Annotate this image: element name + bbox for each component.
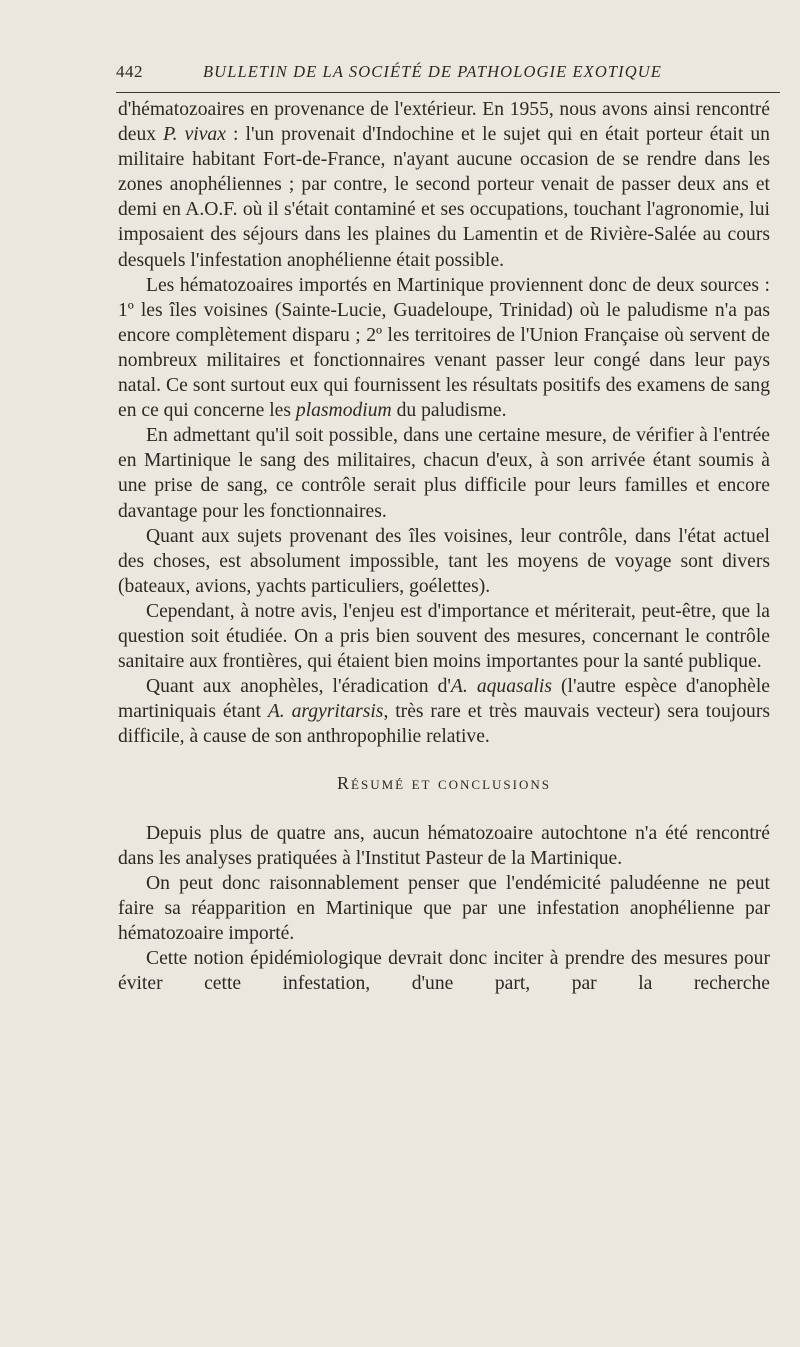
paragraph-8: On peut donc raisonnablement penser que l'endémicité paludéenne ne peut faire sa réapparition en Martinique que par une infestation anophélienne par hématozoaire importé. <box>118 872 770 944</box>
paragraph-3: En admettant qu'il soit possible, dans une certaine mesure, de vérifier à l'entrée en Martinique le sang des militaires, chacun d'eux, à son arrivée étant soumis à une prise de sang, ce contrôle serait plus difficile pour leurs familles et encore davantage pour les fonctionnaires. <box>118 425 770 522</box>
page-number: 442 <box>116 62 143 81</box>
page-header <box>116 62 780 88</box>
body-text <box>118 97 770 996</box>
paragraph-2: Les hématozoaires importés en Martinique proviennent donc de deux sources : 1º les îles voisines (Sainte-Lucie, Guadeloupe, Trinidad) où le paludisme n'a pas encore complètement disparu ; 2º les territoires de l'Union Française où servent de nombreux militaires et fonctionnaires venant passer leur congé dans leur pays natal. Ce sont surtout eux qui fournissent les résultats positifs des examens de sang en ce qui concerne les plasmodium du paludisme. <box>118 274 770 422</box>
paragraph-7: Depuis plus de quatre ans, aucun hématozoaire autochtone n'a été rencontré dans les analyses pratiquées à l'Institut Pasteur de la Martinique. <box>118 822 770 869</box>
species-name: A. aquasalis <box>450 676 552 698</box>
section-title: Résumé et conclusions <box>337 773 551 794</box>
species-name: P. vivax <box>163 124 226 146</box>
running-title: BULLETIN DE LA SOCIÉTÉ DE PATHOLOGIE EXOTIQUE <box>203 62 662 81</box>
species-name: A. argyritarsis <box>267 701 384 723</box>
paragraph-9: Cette notion épidémiologique devrait donc inciter à prendre des mesures pour éviter cette infestation, d'une part, par la recherche <box>118 948 770 995</box>
paragraph-1: d'hématozoaires en provenance de l'extérieur. En 1955, nous avons ainsi rencontré deux P. vivax : l'un provenait d'Indochine et le sujet qui en était porteur était un militaire habitant Fort-de-France, n'ayant aucune occasion de se rendre dans les zones anophéliennes ; par contre, le second porteur venait de passer deux ans et demi en A.O.F. où il s'était contaminé et ses occupations, touchant l'agronomie, lui imposaient des séjours dans les plaines du Lamentin et de Rivière-Salée au cours desquels l'infestation anophélienne était possible. <box>118 99 770 271</box>
genus-name: plasmodium <box>295 400 392 422</box>
header-rule <box>116 92 780 93</box>
paragraph-5: Cependant, à notre avis, l'enjeu est d'importance et mériterait, peut-être, que la question soit étudiée. On a pris bien souvent des mesures, concernant le contrôle sanitaire aux frontières, qui étaient bien moins importantes pour la santé publique. <box>118 600 770 673</box>
paragraph-6: Quant aux anophèles, l'éradication d'A. aquasalis (l'autre espèce d'anophèle martiniquais étant A. argyritarsis, très rare et très mauvais vecteur) sera toujours difficile, à cause de son anthropophilie relative. <box>118 676 770 748</box>
paragraph-4: Quant aux sujets provenant des îles voisines, leur contrôle, dans l'état actuel des choses, est absolument impossible, tant les moyens de voyage sont divers (bateaux, avions, yachts particuliers, goélettes). <box>118 525 770 597</box>
